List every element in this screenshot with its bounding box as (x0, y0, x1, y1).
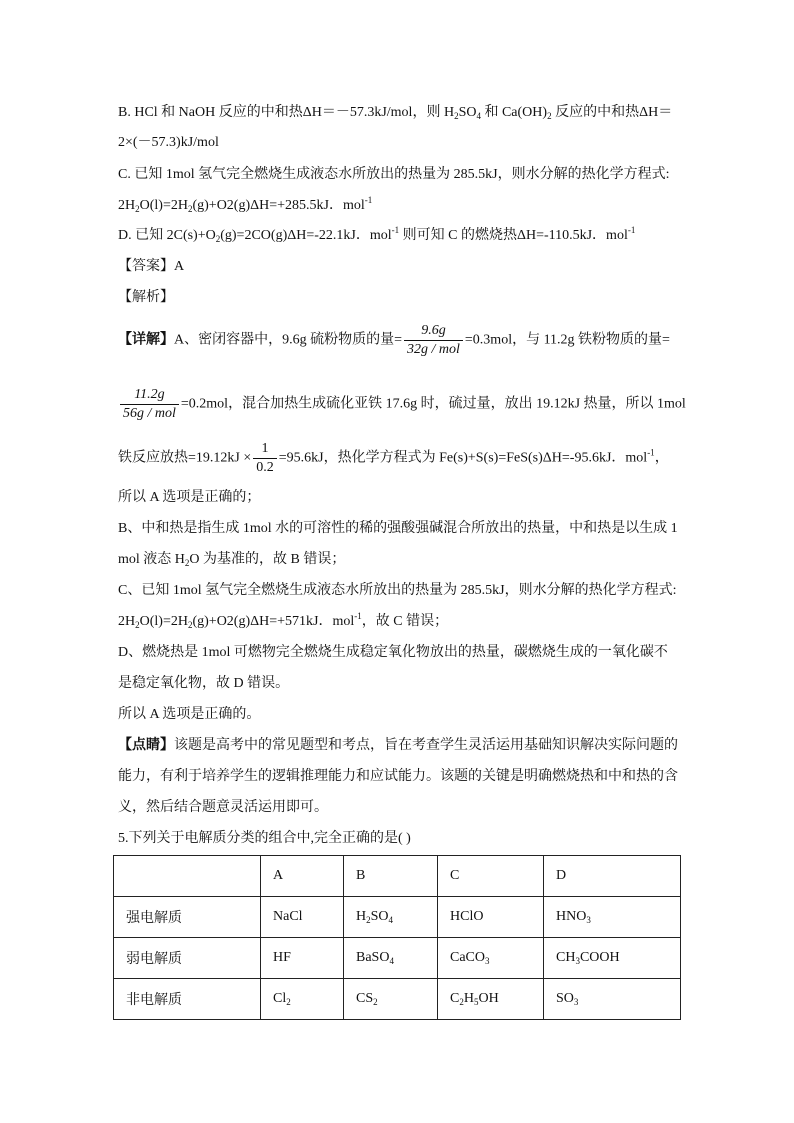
table-cell: HF (261, 938, 344, 979)
table-cell: $SO_3$ (544, 979, 681, 1020)
table-cell: NaCl (261, 897, 344, 938)
question-5: 5.下列关于电解质分类的组合中,完全正确的是( ) (118, 831, 411, 846)
table-cell: $Cl_2$ (261, 979, 344, 1020)
table-header-row (114, 856, 681, 897)
fraction-sulfur: $\frac{9.6g}{\text{32g / mol}}$ (404, 322, 463, 359)
option-c-line2: $2H_2O(l)=2H_2(g)+O2(g)\Delta H=+285.5kJ$．mol$^{-1}$ (118, 195, 373, 214)
answer-line: 【答案】A (118, 259, 185, 274)
table-header-cell: D (544, 856, 681, 897)
detail-line1: 【详解】A、密闭容器中，9.6g 硫粉物质的量= $\frac{9.6g}{\text{32g / mol}}$ =0.3mol，与 11.2g 铁粉物质的量= (118, 323, 670, 357)
option-b-line2: 2×(－57.3)kJ/mol (118, 135, 219, 150)
b-explanation-line1: B、中和热是指生成 1mol 水的可溶性的稀的强酸强碱混合所放出的热量，中和热是以生成 1 (118, 521, 678, 536)
table-cell: $CH_3COOH$ (544, 938, 681, 979)
row-label: 非电解质 (114, 979, 261, 1020)
detail-line3: 铁反应放热=19.12kJ × $\frac{1}{0.2}$ =95.6kJ，热化学方程式为 Fe(s)+S(s)=FeS(s)ΔH=-95.6kJ．mol$^{-1}$， (118, 441, 669, 475)
c-explanation-line1: C、已知 1mol 氢气完全燃烧生成液态水所放出的热量为 285.5kJ，则水分解的热化学方程式: (118, 583, 677, 598)
table-cell: BaSO$_4$ (344, 938, 438, 979)
option-c-line1: C. 已知 1mol 氢气完全燃烧生成液态水所放出的热量为 285.5kJ，则水分解的热化学方程式: (118, 167, 670, 182)
conclusion-line: 所以 A 选项是正确的。 (118, 707, 261, 722)
option-d-line: D. 已知 $2C(s)+O_2(g)=2CO(g)\Delta H=-22.1kJ$．mol$^{-1}$ 则可知 C 的燃烧热ΔH=-110.5kJ．mol$^{-1}$ (118, 225, 636, 244)
table-header-cell: A (261, 856, 344, 897)
table-cell: $HNO_3$ (544, 897, 681, 938)
table-header-cell (114, 856, 261, 897)
electrolyte-table (113, 855, 681, 1020)
row-label: 弱电解质 (114, 938, 261, 979)
fraction-ratio: $\frac{1}{0.2}$ (253, 440, 277, 477)
detail-line2: $\frac{11.2g}{\text{56g / mol}}$ =0.2mol，混合加热生成硫化亚铁 17.6g 时，硫过量，放出 19.12kJ 热量，所以 1mol (118, 386, 686, 423)
table-header-cell: C (438, 856, 544, 897)
table-row (114, 938, 681, 979)
c-explanation-line2: $2H_2O(l)=2H_2(g)+O2(g)\Delta H=+571kJ$．mol$^{-1}$，故 C 错误； (118, 611, 449, 630)
table-cell: $H_2SO_4$ (344, 897, 438, 938)
point-line3: 义，然后结合题意灵活运用即可。 (118, 800, 328, 815)
row-label: 强电解质 (114, 897, 261, 938)
table-cell: $C_2H_5OH$ (438, 979, 544, 1020)
option-b-line1: B. HCl 和 NaOH 反应的中和热ΔH＝－57.3kJ/mol，则 $H_2SO_4$ 和 $Ca(OH)_2$ 反应的中和热ΔH＝ (118, 105, 673, 121)
table-row (114, 897, 681, 938)
table-cell: HClO (438, 897, 544, 938)
d-explanation-line1: D、燃烧热是 1mol 可燃物完全燃烧生成稳定氧化物放出的热量，碳燃烧生成的一氧化碳不 (118, 645, 668, 660)
table-row (114, 979, 681, 1020)
fraction-iron: $\frac{11.2g}{\text{56g / mol}}$ (120, 386, 179, 423)
table-cell: CaCO$_3$ (438, 938, 544, 979)
b-explanation-line2: mol 液态 $H_2O$ 为基准的，故 B 错误； (118, 552, 346, 568)
analysis-heading: 【解析】 (118, 290, 174, 305)
point-line2: 能力，有利于培养学生的逻辑推理能力和应试能力。该题的关键是明确燃烧热和中和热的含 (118, 769, 678, 784)
d-explanation-line2: 是稳定氧化物，故 D 错误。 (118, 676, 290, 691)
table-cell: $CS_2$ (344, 979, 438, 1020)
point-line1: 【点睛】该题是高考中的常见题型和考点，旨在考查学生灵活运用基础知识解决实际问题的 (118, 738, 678, 753)
table-header-cell: B (344, 856, 438, 897)
a-correct-line: 所以 A 选项是正确的； (118, 490, 261, 505)
